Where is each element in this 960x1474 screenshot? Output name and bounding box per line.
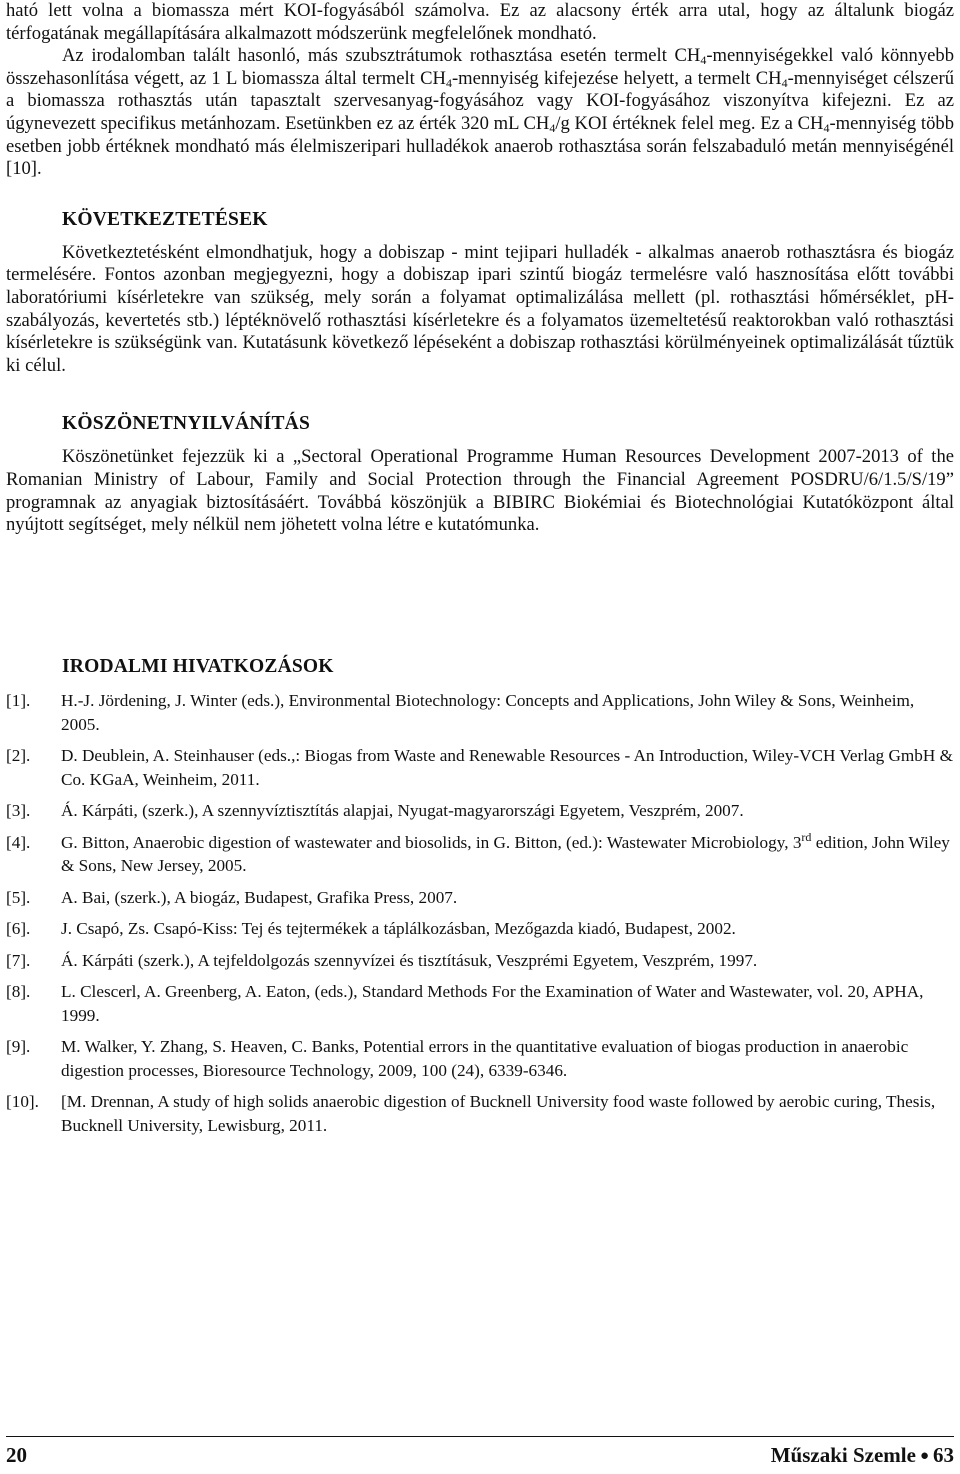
reference-text: Á. Kárpáti, (szerk.), A szennyvíztisztítás alapjai, Nyugat-magyarországi Egyetem, Veszprém, 2007.	[61, 801, 744, 820]
paragraph-acknowledgements: Köszönetünket fejezzük ki a „Sectoral Operational Programme Human Resources Development 2007-2013 of the Romanian Ministry of Labour, Family and Social Protection through the Financial Agreement POSDRU/6/1.5/S/19” programnak az anyagiak biztosításáért. Továbbá köszönjük a BIBIRC Biokémiai és Biotechnológiai Kutatóközpont által nyújtott segítséget, mely nélkül nem jöhetett volna létre e kutatómunka.	[6, 446, 954, 536]
section-heading-conclusions: KÖVETKEZTETÉSEK	[62, 208, 268, 230]
paragraph-method-validity: ható lett volna a biomassza mért KOI-fogyásából számolva. Ez az alacsony érték arra utal, hogy az általunk biogáz térfogatának megállapítására alkalmazott módszerünk megfelelőnek mondható.	[6, 0, 954, 44]
reference-item	[6, 917, 954, 941]
reference-number: [5].	[6, 887, 31, 907]
reference-text: [M. Drennan, A study of high solids anaerobic digestion of Bucknell University food waste followed by aerobic curing, Thesis, Bucknell University, Lewisburg, 2011.	[61, 1092, 936, 1135]
section-heading-references: IRODALMI HIVATKOZÁSOK	[62, 656, 334, 677]
reference-item	[6, 1035, 954, 1082]
issue-number: 63	[933, 1443, 954, 1467]
reference-text: Á. Kárpáti (szerk.), A tejfeldolgozás szennyvízei és tisztításuk, Veszprémi Egyetem, Veszprém, 1997.	[61, 950, 758, 970]
page-number: 20	[6, 1443, 27, 1467]
paragraph-specific-methane-yield: Az irodalomban talált hasonló, más szubsztrátumok rothasztása esetén termelt $CH_4$-mennyiségekkel való könnyebb összehasonlítása végett, az 1 L biomassza által termelt $CH_4$-mennyiség kifejezése helyett, a termelt $CH_4$-mennyiséget célszerű a biomassza rothasztás után tapasztalt szervesanyag-fogyásához vagy KOI-fogyásához viszonyítva kifejezni. Ez az úgynevezett specifikus metánhozam. Esetünkben ez az érték 320 mL $CH_4/g$ KOI értéknek felel meg. Ez a $CH_4$-mennyiség több esetben jobb értéknek mondható más élelmiszeripari hulladékok anaerob rothasztása során felszabaduló metán mennyiségénél [10].	[6, 45, 954, 180]
page-footer	[6, 1436, 954, 1469]
reference-item	[6, 949, 954, 973]
reference-text: G. Bitton, Anaerobic digestion of wastewater and biosolids, in G. Bitton, (ed.): Wastewater Microbiology, 3rd edition, John Wiley & Sons, New Jersey, 2005.	[61, 829, 950, 875]
reference-number: [4].	[6, 832, 31, 852]
journal-title: Műszaki Szemle	[770, 1443, 916, 1467]
reference-number: [8].	[6, 982, 31, 1001]
reference-item	[6, 831, 954, 878]
reference-number: [1].	[6, 691, 31, 710]
reference-text: D. Deublein, A. Steinhauser (eds.,: Biogas from Waste and Renewable Resources - An Introduction, Wiley-VCH Verlag GmbH & Co. KGaA, Weinheim, 2011.	[61, 746, 953, 789]
reference-number: [7].	[6, 950, 31, 970]
reference-text: A. Bai, (szerk.), A biogáz, Budapest, Grafika Press, 2007.	[61, 887, 458, 907]
reference-number: [10].	[6, 1092, 39, 1111]
bullet-icon: ●	[919, 1448, 929, 1464]
reference-item	[6, 886, 954, 910]
reference-number: [6].	[6, 919, 31, 938]
section-heading-acknowledgements: KÖSZÖNETNYILVÁNÍTÁS	[62, 413, 310, 435]
reference-item	[6, 689, 954, 736]
reference-item	[6, 744, 954, 791]
references-section	[6, 655, 954, 1145]
page-body	[6, 0, 954, 537]
reference-item	[6, 799, 954, 823]
reference-number: [3].	[6, 801, 31, 820]
paragraph-conclusions: Következtetésként elmondhatjuk, hogy a dobiszap - mint tejipari hulladék - alkalmas anaerob rothasztásra és biogáz termelésére. Fontos azonban megjegyezni, hogy a dobiszap ipari szintű biogáz termelésre való hasznosítása előtt további laboratóriumi kísérletekre van szükség, mely során a folyamat optimalizálása mellett (pl. rothasztási hőmérséklet, pH-szabályozás, kevertetés stb.) léptéknövelő rothasztási kísérletekre és a folyamatos üzemeltetésű reaktorokban való rothasztási kísérletekre is szükségünk van. Kutatásunk következő lépéseként a dobiszap rothasztási körülményeinek optimalizálását tűztük ki célul.	[6, 241, 954, 376]
reference-text: M. Walker, Y. Zhang, S. Heaven, C. Banks, Potential errors in the quantitative evaluation of biogas production in anaerobic digestion processes, Bioresource Technology, 2009, 100 (24), 6339-6346.	[61, 1037, 909, 1080]
reference-number: [2].	[6, 746, 31, 765]
reference-number: [9].	[6, 1037, 31, 1056]
reference-text: J. Csapó, Zs. Csapó-Kiss: Tej és tejtermékek a táplálkozásban, Mezőgazda kiadó, Budapest, 2002.	[61, 919, 736, 938]
reference-text: L. Clescerl, A. Greenberg, A. Eaton, (eds.), Standard Methods For the Examination of Water and Wastewater, vol. 20, APHA, 1999.	[61, 982, 924, 1025]
journal-info	[771, 1442, 954, 1469]
reference-item	[6, 980, 954, 1027]
reference-item	[6, 1090, 954, 1137]
reference-text: H.-J. Jördening, J. Winter (eds.), Environmental Biotechnology: Concepts and Applications, John Wiley & Sons, Weinheim, 2005.	[61, 691, 915, 734]
